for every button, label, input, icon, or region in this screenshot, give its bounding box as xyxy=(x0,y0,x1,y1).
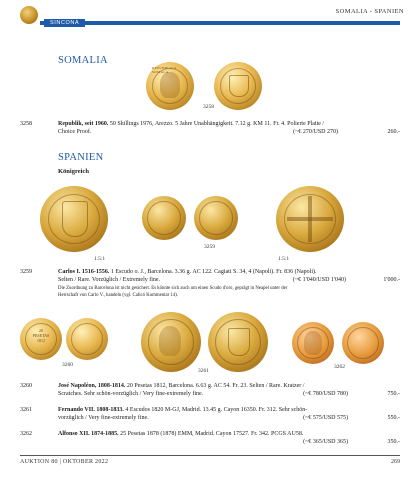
subheading-koenigreich: Königreich xyxy=(58,168,89,175)
lot-number: 3258 xyxy=(20,121,32,127)
section-heading-spanien: SPANIEN xyxy=(58,152,104,163)
lot-number: 3259 xyxy=(20,269,32,275)
image-lot-number: 3261 xyxy=(198,368,209,374)
coin-3259-reverse-enlarged xyxy=(276,186,344,252)
lot-description xyxy=(58,430,358,438)
lot-note-line-2: Herrschaft von Carlo V., handeln (vgl. Calicó Kommentar 14). xyxy=(58,292,178,298)
lot-estimate: (~€ 780/USD 780) xyxy=(303,391,348,397)
portrait-relief xyxy=(159,326,181,356)
lot-grade: Choice Proof. xyxy=(58,129,92,135)
coin-legend-year: 1812 xyxy=(37,338,45,343)
coin-3258-obverse xyxy=(146,62,194,110)
lot-price: 550.- xyxy=(387,415,400,421)
lot-text: 50 Shillings 1976, Arezzo. 5 Jahre Unabhängigkeit. 7.12 g. KM 11. Fr. 4. Polierte Platte / xyxy=(108,121,325,127)
lot-grade: Scratches. Sehr schön-vorzüglich / Very fine-extremely fine. xyxy=(58,391,204,397)
coin-3259-obverse xyxy=(142,196,186,240)
image-lot-number: 3258 xyxy=(203,104,214,110)
lot-note xyxy=(58,286,378,299)
lot-estimate: (~€ 575/USD 575) xyxy=(303,415,348,421)
lot-title: Carlos I. 1516-1556. xyxy=(58,269,110,275)
coat-of-arms-shield xyxy=(229,75,249,97)
lot-title: José Napoléon, 1808-1814. xyxy=(58,383,126,389)
cross-horizontal xyxy=(287,217,333,221)
coin-legend-denomination: PESETAS xyxy=(32,333,50,338)
shield-relief xyxy=(62,201,88,237)
coin-3261-obverse xyxy=(141,312,201,372)
coin-3260-obverse xyxy=(20,318,62,360)
lot-title: Republik, seit 1960. xyxy=(58,121,109,127)
page-number: 269 xyxy=(391,459,400,465)
lot-estimate: (~€ 270/USD 270) xyxy=(293,129,338,135)
lot-number: 3262 xyxy=(20,431,32,437)
lot-estimate: (~€ 365/USD 365) xyxy=(303,439,348,445)
lot-price: 350.- xyxy=(387,439,400,445)
lot-estimate: (~€ 1'040/USD 1'040) xyxy=(292,277,346,283)
brand-label: SINCONA xyxy=(44,19,85,27)
coin-3262-reverse xyxy=(342,322,384,364)
portrait-relief xyxy=(160,72,180,98)
image-lot-number: 3259 xyxy=(204,244,215,250)
lot-number: 3261 xyxy=(20,407,32,413)
coin-3262-obverse xyxy=(292,322,334,364)
footer-auction: AUKTION 80 | OKTOBER 2022 xyxy=(20,459,109,465)
image-lot-number: 3262 xyxy=(334,364,345,370)
page-section-title: SOMALIA - SPANIEN xyxy=(335,8,404,15)
lot-grade: vorzüglich / Very fine-extremely fine. xyxy=(58,415,149,421)
lot-text: 25 Pesetas 1878 (1878) EMM, Madrid. Cayon 17527. Fr. 342. PCGS AU58. xyxy=(118,431,304,437)
lot-note-line-1: Die Zuordnung zu Barcelona ist nicht gesichert. Es könnte sich auch um einen Scudo d'oro, geprägt in Neapel unter der xyxy=(58,286,288,291)
lot-text: 4 Escudos 1820 M-GJ, Madrid. 13.45 g. Cayon 16350. Fr. 312. Sehr schön- xyxy=(123,407,308,413)
coin-legend: REPUBBLICA SOMALA xyxy=(152,66,177,74)
lot-text: 20 Pesetas 1812, Barcelona. 6.63 g. AC 54. Fr. 23. Selten / Rare. Kratzer / xyxy=(125,383,305,389)
coat-of-arms-shield xyxy=(228,328,250,356)
coin-3260-reverse xyxy=(66,318,108,360)
image-lot-number: 3260 xyxy=(62,362,73,368)
coin-3261-reverse xyxy=(208,312,268,372)
lot-price: 260.- xyxy=(387,129,400,135)
footer-divider xyxy=(20,455,400,456)
coin-3259-obverse-enlarged xyxy=(40,186,108,252)
scale-label-right: 1.5:1 xyxy=(278,256,290,262)
coin-legend-value: 20 xyxy=(39,328,43,333)
lot-title: Alfonso XII. 1874-1885. xyxy=(58,431,119,437)
header-bar xyxy=(40,21,400,25)
lot-text: 1 Escudo o. J., Barcelona. 3.36 g. AC 122. Cagiati S. 34, 4 (Napoli). Fr. 836 (Napoli). xyxy=(109,269,317,275)
scale-label-left: 1.5:1 xyxy=(94,256,106,262)
sincona-logo-coin xyxy=(20,6,38,24)
lot-number: 3260 xyxy=(20,383,32,389)
coin-legend xyxy=(20,328,62,343)
lot-title: Fernando VII. 1808-1833. xyxy=(58,407,124,413)
lot-grade: Selten / Rare. Vorzüglich / Extremely fine. xyxy=(58,277,161,283)
coin-3259-reverse xyxy=(194,196,238,240)
portrait-relief xyxy=(304,331,322,355)
section-heading-somalia: SOMALIA xyxy=(58,55,108,66)
lot-price: 750.- xyxy=(387,391,400,397)
lot-price: 1'000.- xyxy=(383,277,400,283)
coin-3258-reverse xyxy=(214,62,262,110)
cross-vertical xyxy=(308,196,312,242)
